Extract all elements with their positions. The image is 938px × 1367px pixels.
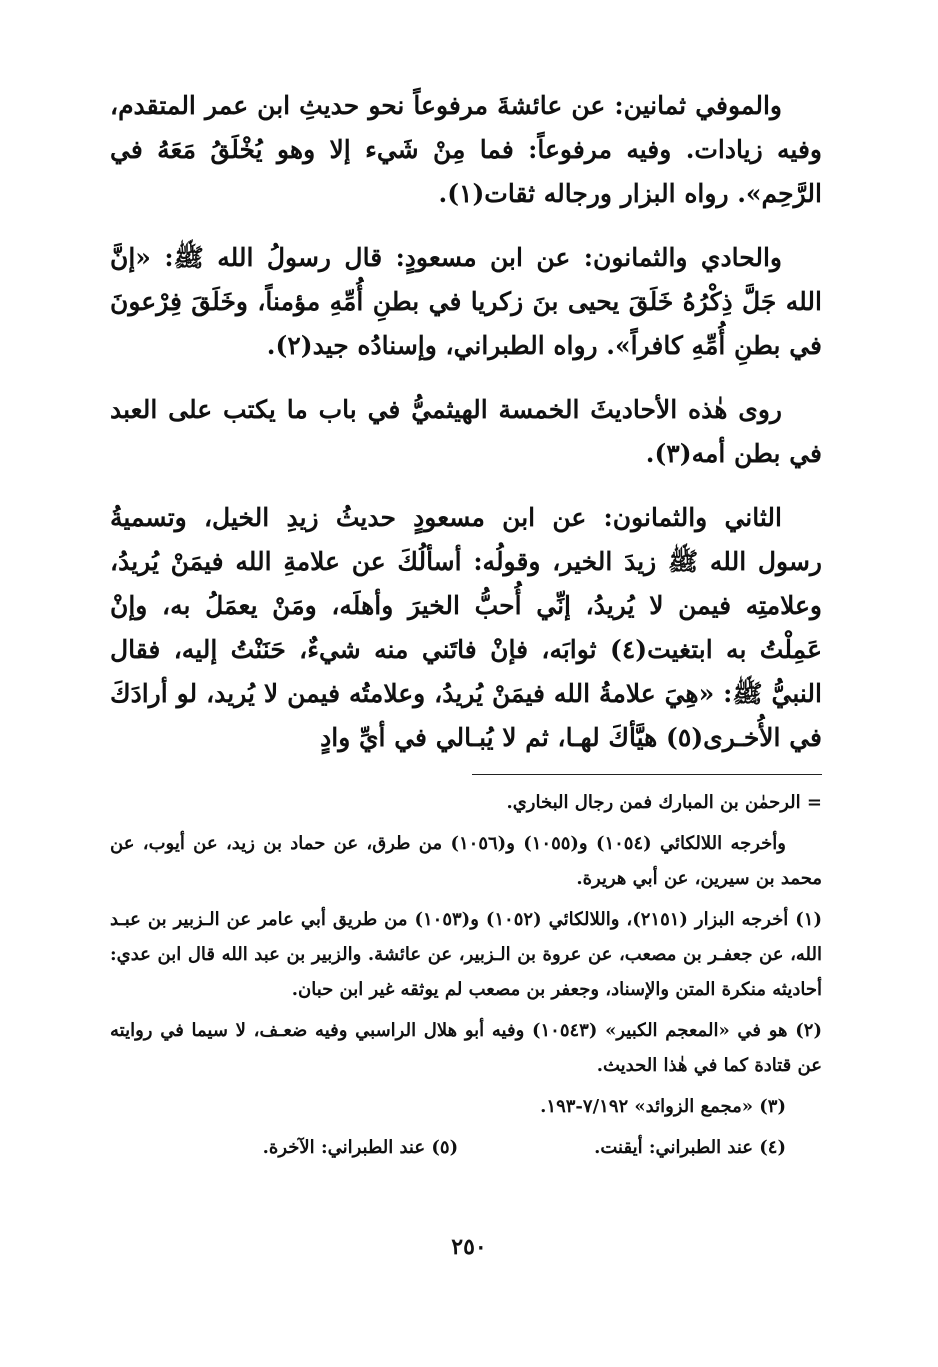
paragraph-hadith-82: الثاني والثمانون: عن ابن مسعودٍ حديثُ زيدِ الخيل، وتسميةُ رسول الله ﷺ زيدَ الخير، وقولُه: أسألُكَ عن علامةِ الله فيمَنْ يُريدُ، وعلامتِه فيمن لا يُريدُ، إنِّي أُحبُّ الخيرَ وأهلَه، ومَنْ يعمَلُ به، وإنْ عَمِلْتُ به ابتغيت(٤) ثوابَه، فإنْ فاتَني منه شيءٌ، حَنَنْتُ إليه، فقال النبيُّ ﷺ: «هِيَ علامةُ الله فيمَنْ يُريدُ، وعلامتُه فيمن لا يُريد، لو أرادَكَ في الأُخـرى(٥) هيَّأكَ لهـا، ثم لا يُبـالي في أيِّ وادٍ — [110, 503, 822, 752]
footnote-continuation: = الرحمٰن بن المبارك فمن رجال البخاري. — [506, 792, 822, 813]
footnote-4: (٤) عند الطبراني: أيقنت. — [594, 1137, 786, 1158]
paragraph-hadith-81: والحادي والثمانون: عن ابن مسعودٍ: قال رسولُ الله ﷺ: «إنَّ الله جَلَّ ذِكْرُهُ خَلَقَ يحيى بنَ زكريا في بطنِ أُمِّهِ مؤمناً، وخَلَقَ فِرْعونَ في بطنِ أُمِّهِ كافراً». رواه الطبراني، وإسنادُه جيد(٢). — [110, 243, 822, 360]
footnote-5: (٥) عند الطبراني: الآخرة. — [262, 1137, 459, 1158]
footnote-separator — [472, 774, 822, 775]
paragraph-hadith-80: والموفي ثمانين: عن عائشةَ مرفوعاً نحو حديثِ ابن عمر المتقدم، وفيه زيادات. وفيه مرفوعاً: فما مِنْ شَيء إلا وهو يُخْلَقُ مَعَهُ في الرَّحِم». رواه البزار ورجاله ثقات(١). — [110, 91, 822, 208]
footnote-1: (١) أخرجه البزار (٢١٥١)، واللالكائي (١٠٥٢) و(١٠٥٣) من طريق أبي عامر عن الـزبير بن عبـد الله، عن جعفـر بن مصعب، عن عروة بن الـزبير، عن عائشة. والزبير بن عبد الله قال ابن عدي: أحاديثه منكرة المتن والإسناد، وجعفر بن مصعب لم يوثقه غير ابن حبان. — [110, 909, 822, 1000]
footnote-row-4-5 — [110, 1130, 822, 1165]
footnote-continuation-2: وأخرجه اللالكائي (١٠٥٤) و(١٠٥٥) و(١٠٥٦) من طرق، عن حماد بن زيد، عن أيوب، عن محمد بن سيرين، عن أبي هريرة. — [110, 833, 822, 889]
paragraph-haythami-note: روى هٰذه الأحاديثَ الخمسة الهيثميُّ في باب ما يكتب على العبد في بطن أمه(٣). — [110, 395, 822, 468]
page-number: ٢٥٠ — [451, 1234, 487, 1260]
book-page — [110, 84, 822, 1324]
footnote-3: (٣) «مجمع الزوائد» ٧/١٩٢-١٩٣. — [540, 1096, 786, 1117]
footnote-2: (٢) هو في «المعجم الكبير» (١٠٥٤٣) وفيه أبو هلال الراسبي وفيه ضعـف، لا سيما في روايته عن قتادة كما في هٰذا الحديث. — [110, 1020, 822, 1076]
footnotes — [110, 785, 822, 1165]
main-text — [110, 84, 822, 760]
